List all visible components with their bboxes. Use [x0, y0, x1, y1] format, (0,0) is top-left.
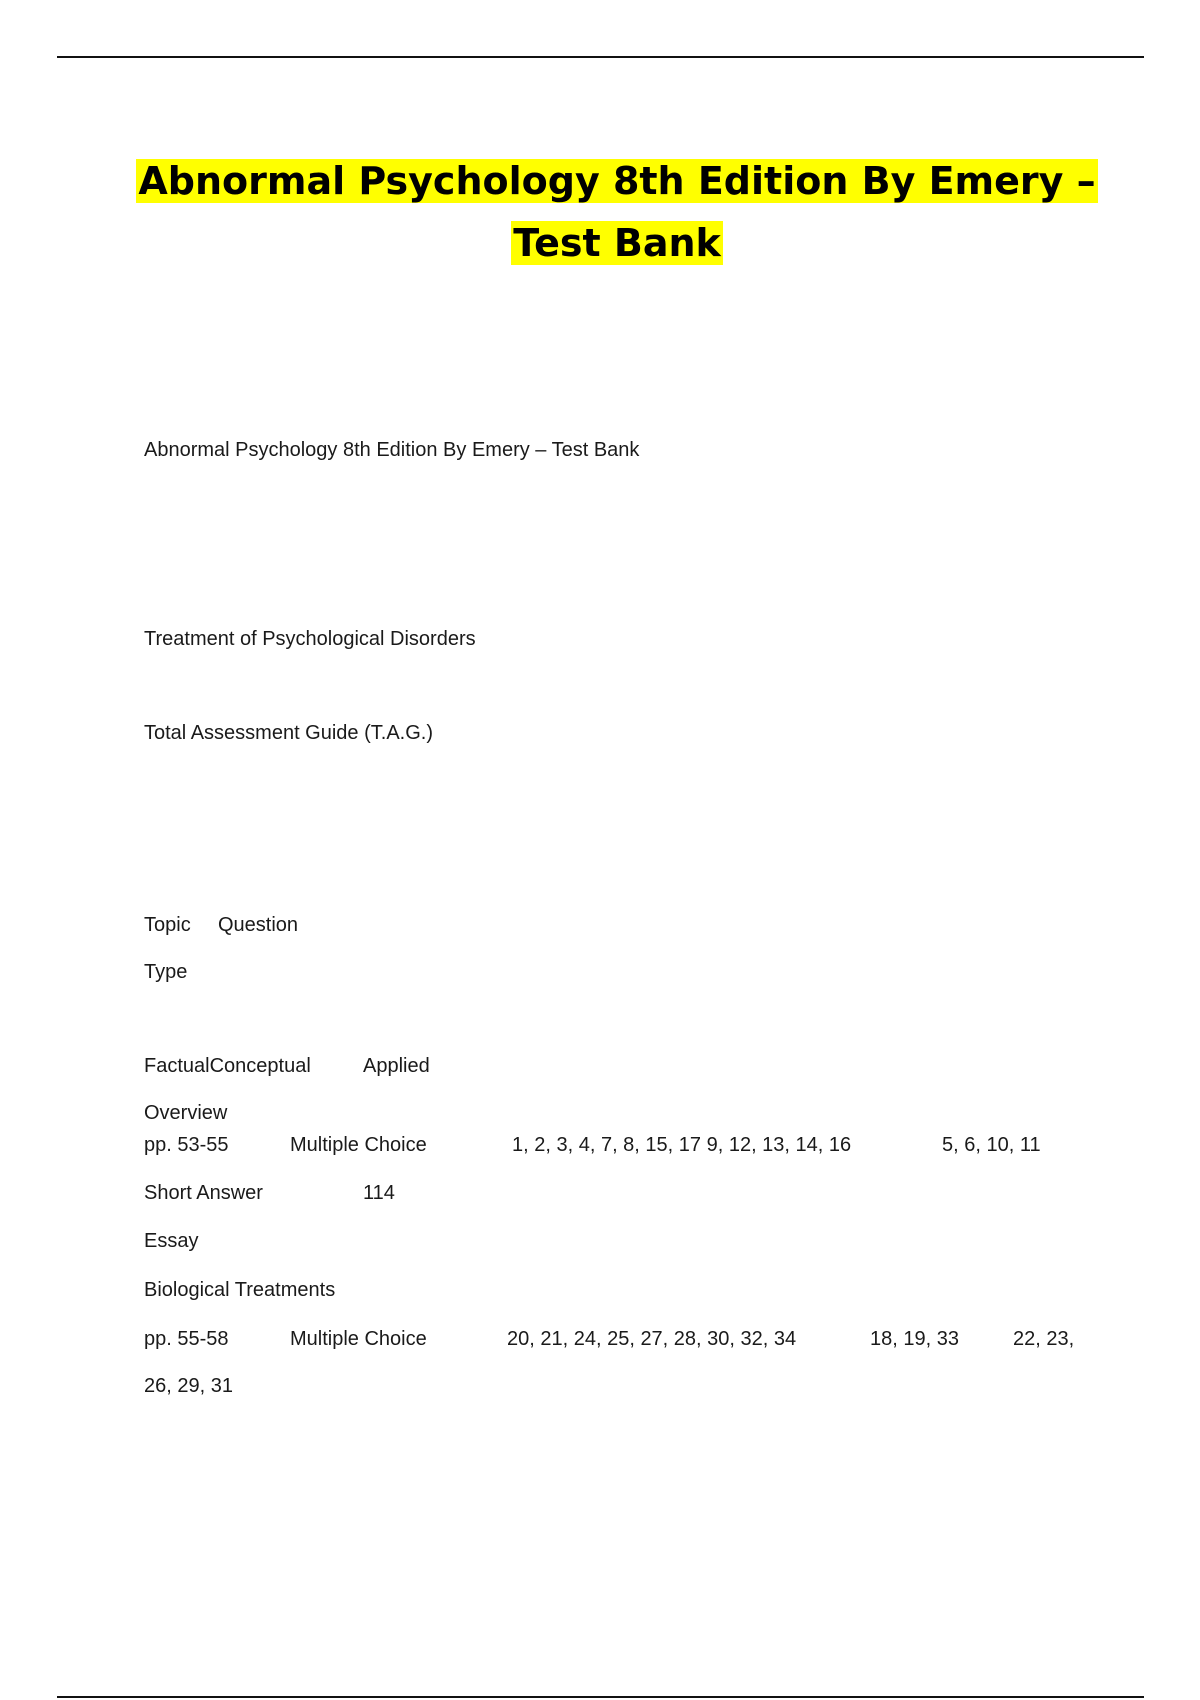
guide-title: Total Assessment Guide (T.A.G.) [144, 722, 433, 744]
bottom-rule [57, 1696, 1144, 1698]
topic-overview: Overview [144, 1102, 228, 1124]
biological-mc-conceptual: 18, 19, 33 [870, 1328, 959, 1350]
overview-mc-factual-conceptual: 1, 2, 3, 4, 7, 8, 15, 17 9, 12, 13, 14, 16 [512, 1134, 852, 1156]
top-rule [57, 56, 1144, 58]
chapter-title: Treatment of Psychological Disorders [144, 628, 476, 650]
overview-mc-applied: 5, 6, 10, 11 [942, 1134, 1041, 1156]
biological-mc-applied-part2: 26, 29, 31 [144, 1375, 233, 1397]
document-subtitle: Abnormal Psychology 8th Edition By Emery – Test Bank [144, 439, 640, 461]
column-factual-conceptual: FactualConceptual [144, 1055, 311, 1077]
document-title [0, 150, 1200, 274]
overview-essay-label: Essay [144, 1230, 199, 1252]
header-topic: Topic [144, 914, 191, 936]
header-type: Type [144, 961, 188, 983]
title-line-2: Test Bank [513, 221, 721, 265]
biological-multiple-choice-label: Multiple Choice [290, 1328, 427, 1350]
overview-short-answer-value: 114 [363, 1182, 395, 1204]
biological-mc-factual: 20, 21, 24, 25, 27, 28, 30, 32, 34 [507, 1328, 797, 1350]
overview-short-answer-label: Short Answer [144, 1182, 263, 1204]
biological-pages: pp. 55-58 [144, 1328, 229, 1350]
overview-multiple-choice-label: Multiple Choice [290, 1134, 427, 1156]
column-applied: Applied [363, 1055, 430, 1077]
topic-biological-treatments: Biological Treatments [144, 1279, 336, 1301]
header-question: Question [218, 914, 299, 936]
overview-pages: pp. 53-55 [144, 1134, 229, 1156]
title-line-1: Abnormal Psychology 8th Edition By Emery – [138, 159, 1096, 203]
biological-mc-applied-part1: 22, 23, [1013, 1328, 1075, 1350]
